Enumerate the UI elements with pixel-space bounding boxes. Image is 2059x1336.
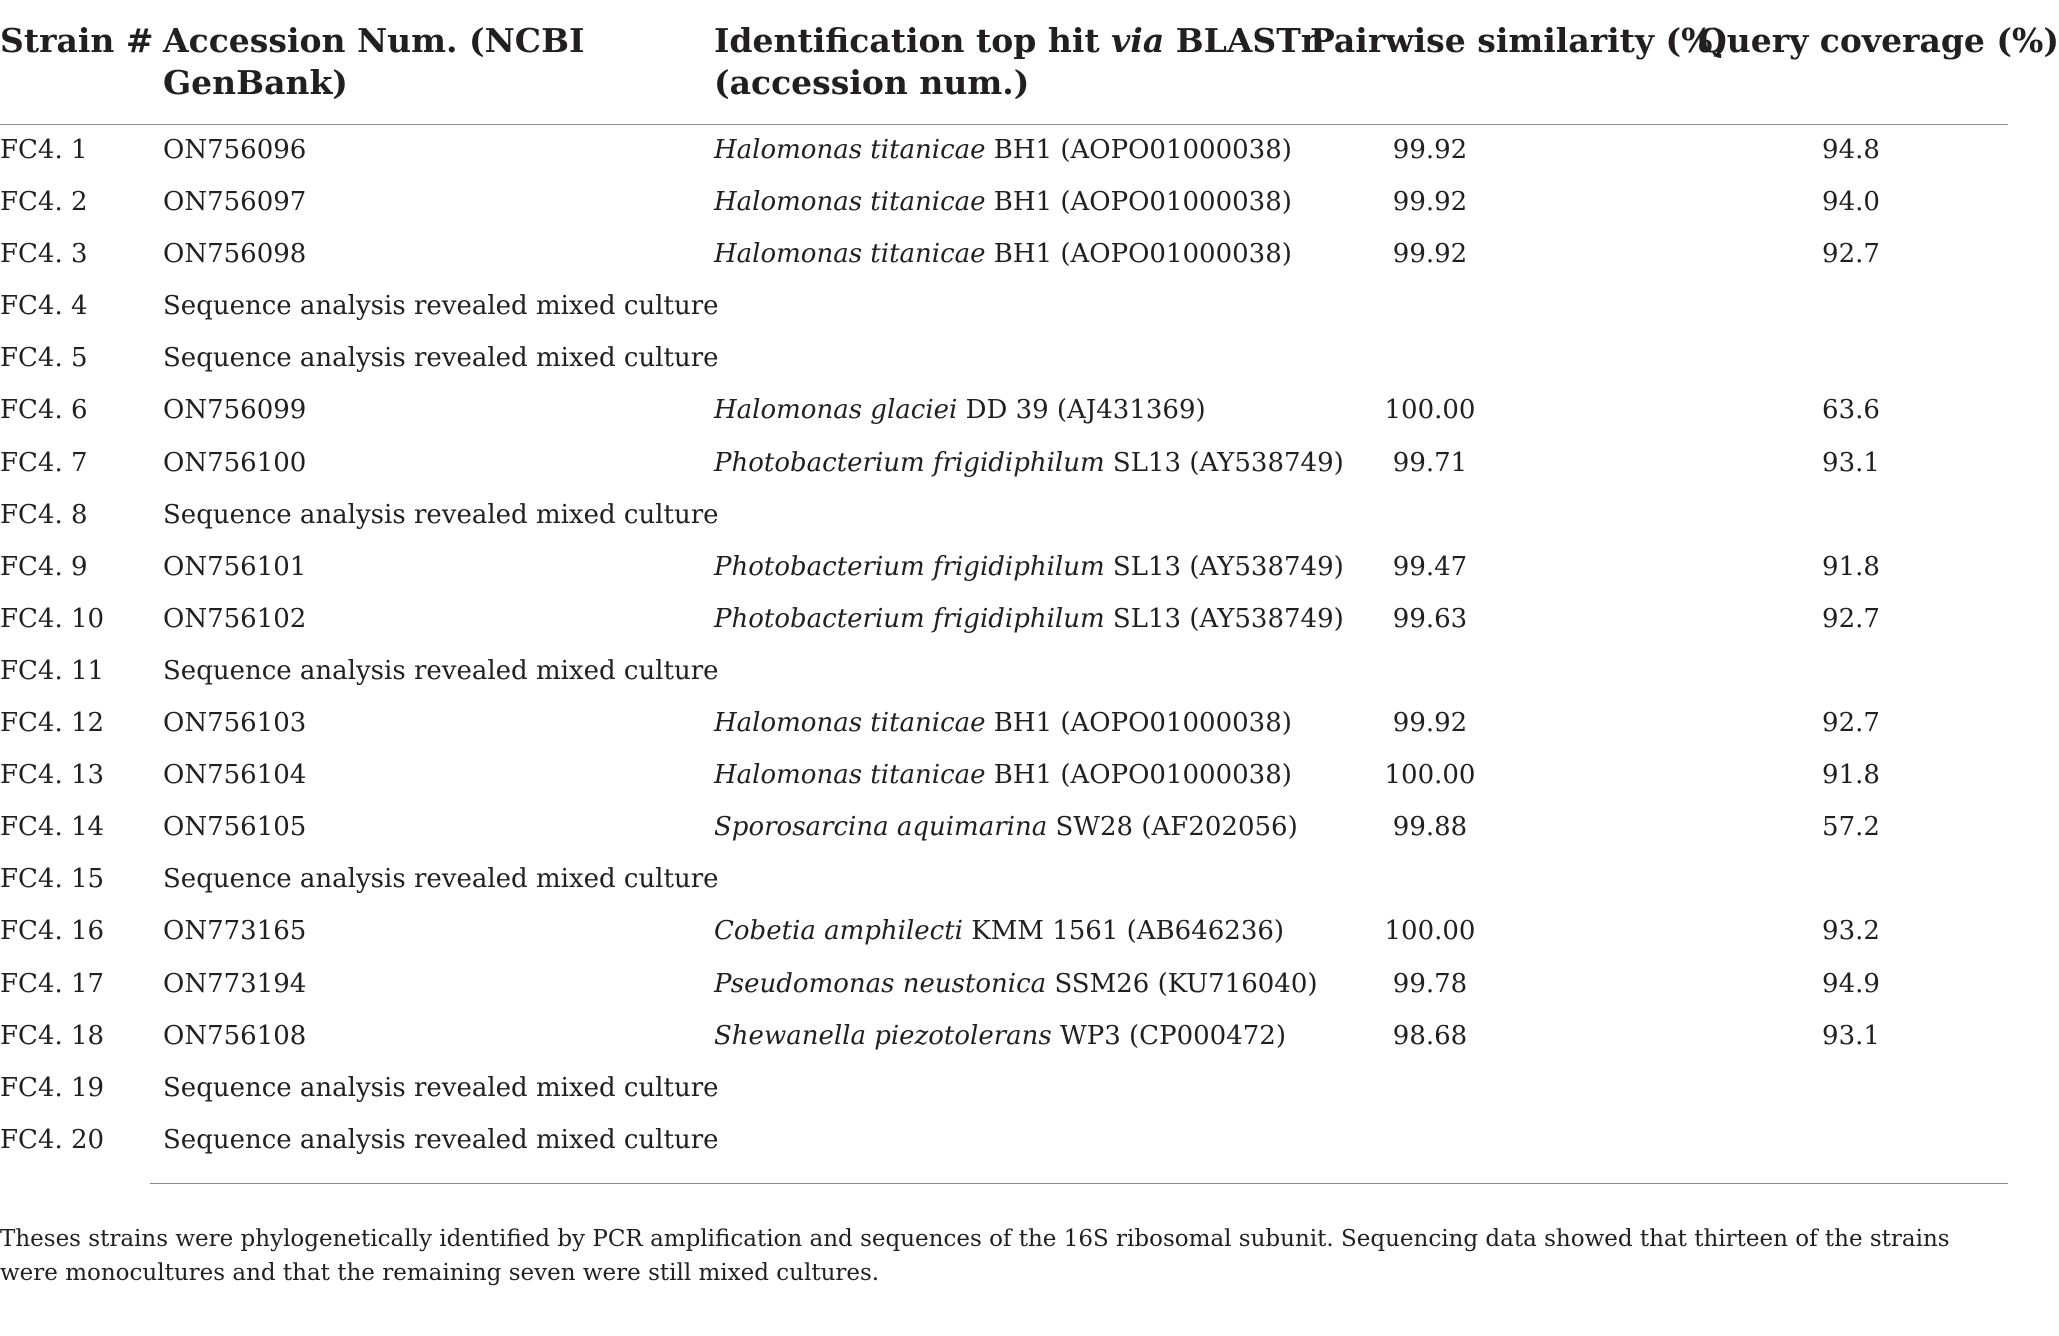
table-row (0, 177, 2008, 229)
table-row (0, 802, 2008, 854)
cell-strain: FC4. 11 (0, 655, 105, 686)
cell-strain: FC4. 3 (0, 239, 88, 270)
cell-strain: FC4. 13 (0, 760, 105, 791)
cell-coverage: 94.8 (1822, 135, 1880, 165)
cell-strain: FC4. 2 (0, 187, 88, 218)
cell-accession: Sequence analysis revealed mixed culture (163, 655, 719, 686)
cell-strain-accession: WP3 (CP000472) (1051, 1020, 1286, 1051)
cell-species: Photobacterium frigidiphilum (714, 447, 1105, 478)
header-ident-pre: Identification top hit (714, 21, 1112, 60)
table-row (0, 646, 2008, 698)
cell-accession: ON773194 (163, 968, 307, 999)
cell-pairwise: 99.92 (1392, 239, 1468, 270)
table-header (0, 0, 2059, 125)
table-row (0, 1011, 2008, 1063)
cell-strain-accession: KMM 1561 (AB646236) (963, 916, 1285, 947)
cell-accession: ON756099 (163, 395, 307, 426)
cell-strain: FC4. 20 (0, 1124, 105, 1155)
table-row (0, 542, 2008, 594)
table-row (0, 490, 2008, 542)
cell-pairwise: 100.00 (1384, 916, 1476, 947)
cell-species: Halomonas titanicae (714, 760, 986, 791)
cell-strain: FC4. 10 (0, 603, 105, 634)
header-ident-post: BLASTn (1164, 21, 1325, 60)
header-identification-line1 (714, 20, 1325, 62)
cell-identification (714, 706, 1292, 740)
table-row (0, 698, 2008, 750)
cell-identification (714, 446, 1344, 480)
table-row (0, 594, 2008, 646)
cell-coverage: 91.8 (1822, 551, 1880, 582)
header-identification-line2: (accession num.) (714, 63, 1030, 102)
cell-coverage: 94.9 (1822, 968, 1880, 999)
cell-accession: ON756098 (163, 239, 307, 270)
cell-strain-accession: SL13 (AY538749) (1104, 551, 1344, 582)
cell-coverage: 93.1 (1822, 1020, 1880, 1051)
cell-strain: FC4. 16 (0, 916, 105, 947)
cell-identification (714, 758, 1292, 792)
table-bottom-rule (150, 1183, 2008, 1184)
cell-coverage: 94.0 (1822, 187, 1880, 218)
cell-strain: FC4. 19 (0, 1072, 105, 1103)
cell-strain: FC4. 14 (0, 812, 105, 843)
header-identification (714, 20, 1325, 104)
cell-strain: FC4. 15 (0, 864, 105, 895)
header-strain: Strain # (0, 21, 154, 60)
cell-accession: Sequence analysis revealed mixed culture (163, 1072, 719, 1103)
cell-species: Halomonas titanicae (714, 708, 986, 739)
cell-accession: ON756101 (163, 551, 307, 582)
cell-species: Photobacterium frigidiphilum (714, 603, 1105, 634)
cell-accession: Sequence analysis revealed mixed culture (163, 343, 719, 374)
cell-pairwise: 99.63 (1392, 603, 1468, 634)
cell-strain-accession: BH1 (AOPO01000038) (985, 135, 1292, 165)
cell-pairwise: 99.71 (1392, 447, 1468, 478)
cell-species: Halomonas titanicae (714, 187, 986, 218)
table-row (0, 438, 2008, 490)
cell-identification (714, 1019, 1286, 1053)
cell-pairwise: 98.68 (1392, 1020, 1468, 1051)
cell-strain-accession: SL13 (AY538749) (1104, 603, 1344, 634)
cell-strain-accession: SL13 (AY538749) (1104, 447, 1344, 478)
cell-strain: FC4. 8 (0, 499, 88, 530)
cell-accession: Sequence analysis revealed mixed culture (163, 499, 719, 530)
cell-species: Shewanella piezotolerans (714, 1020, 1052, 1051)
cell-strain-accession: BH1 (AOPO01000038) (985, 187, 1292, 218)
cell-strain: FC4. 9 (0, 551, 88, 582)
header-query-coverage: Query coverage (%) (1698, 21, 2059, 60)
table-row (0, 1115, 2008, 1167)
cell-accession: ON756103 (163, 708, 307, 739)
table-row (0, 750, 2008, 802)
cell-accession: ON756097 (163, 187, 307, 218)
cell-strain: FC4. 12 (0, 708, 105, 739)
cell-strain: FC4. 1 (0, 135, 88, 165)
cell-species: Sporosarcina aquimarina (714, 812, 1048, 843)
cell-coverage: 57.2 (1822, 812, 1880, 843)
table-body (0, 125, 2008, 1167)
cell-pairwise: 99.78 (1392, 968, 1468, 999)
cell-species: Pseudomonas neustonica (714, 968, 1047, 999)
cell-pairwise: 99.88 (1392, 812, 1468, 843)
header-pairwise-similarity: Pairwise similarity (%) (1310, 21, 1729, 60)
cell-identification (714, 237, 1292, 271)
cell-species: Cobetia amphilecti (714, 916, 963, 947)
table-row (0, 333, 2008, 385)
table-row (0, 281, 2008, 333)
cell-strain-accession: SSM26 (KU716040) (1046, 968, 1318, 999)
table-row (0, 125, 2008, 177)
cell-accession: ON756104 (163, 760, 307, 791)
header-accession-line2: GenBank) (163, 63, 348, 102)
cell-strain-accession: BH1 (AOPO01000038) (985, 239, 1292, 270)
cell-accession: ON756105 (163, 812, 307, 843)
cell-pairwise: 99.92 (1392, 708, 1468, 739)
cell-accession: ON773165 (163, 916, 307, 947)
header-accession-line1: Accession Num. (NCBI (163, 21, 585, 60)
cell-identification (714, 914, 1284, 948)
cell-coverage: 93.2 (1822, 916, 1880, 947)
cell-identification (714, 550, 1344, 584)
cell-strain: FC4. 7 (0, 447, 88, 478)
cell-accession: ON756102 (163, 603, 307, 634)
cell-coverage: 92.7 (1822, 239, 1880, 270)
cell-strain: FC4. 5 (0, 343, 88, 374)
cell-strain-accession: BH1 (AOPO01000038) (985, 708, 1292, 739)
table-footnote: Theses strains were phylogenetically identified by PCR amplification and sequences of the 16S ribosomal subunit. Sequencing data showed that thirteen of the strains were monocultures and that the remaining seven were still mixed cultures. (0, 1226, 1950, 1286)
cell-pairwise: 100.00 (1384, 760, 1476, 791)
table-row (0, 229, 2008, 281)
cell-accession: ON756096 (163, 135, 307, 165)
table-row (0, 959, 2008, 1011)
cell-strain: FC4. 17 (0, 968, 105, 999)
cell-accession: Sequence analysis revealed mixed culture (163, 1124, 719, 1155)
cell-identification (714, 602, 1344, 636)
cell-coverage: 91.8 (1822, 760, 1880, 791)
cell-identification (714, 133, 1292, 167)
cell-strain: FC4. 18 (0, 1020, 105, 1051)
cell-strain-accession: BH1 (AOPO01000038) (985, 760, 1292, 791)
cell-species: Halomonas titanicae (714, 239, 986, 270)
cell-accession: ON756108 (163, 1020, 307, 1051)
header-accession (163, 20, 584, 104)
cell-species: Photobacterium frigidiphilum (714, 551, 1105, 582)
cell-coverage: 63.6 (1822, 395, 1880, 426)
cell-pairwise: 100.00 (1384, 395, 1476, 426)
cell-strain: FC4. 4 (0, 291, 88, 322)
table-row (0, 854, 2008, 906)
cell-coverage: 93.1 (1822, 447, 1880, 478)
cell-identification (714, 393, 1206, 427)
cell-pairwise: 99.47 (1392, 551, 1468, 582)
table-row (0, 385, 2008, 437)
cell-coverage: 92.7 (1822, 708, 1880, 739)
cell-accession: Sequence analysis revealed mixed culture (163, 291, 719, 322)
cell-strain-accession: SW28 (AF202056) (1047, 812, 1298, 843)
cell-strain-accession: DD 39 (AJ431369) (957, 395, 1206, 426)
cell-identification (714, 967, 1318, 1001)
cell-coverage: 92.7 (1822, 603, 1880, 634)
cell-identification (714, 810, 1298, 844)
cell-species: Halomonas titanicae (714, 135, 986, 165)
cell-strain: FC4. 6 (0, 395, 88, 426)
cell-pairwise: 99.92 (1392, 187, 1468, 218)
table-row (0, 1063, 2008, 1115)
table-row (0, 906, 2008, 958)
cell-accession: Sequence analysis revealed mixed culture (163, 864, 719, 895)
header-ident-via: via (1111, 21, 1165, 60)
cell-identification (714, 185, 1292, 219)
cell-pairwise: 99.92 (1392, 135, 1468, 165)
cell-species: Halomonas glaciei (714, 395, 958, 426)
cell-accession: ON756100 (163, 447, 307, 478)
